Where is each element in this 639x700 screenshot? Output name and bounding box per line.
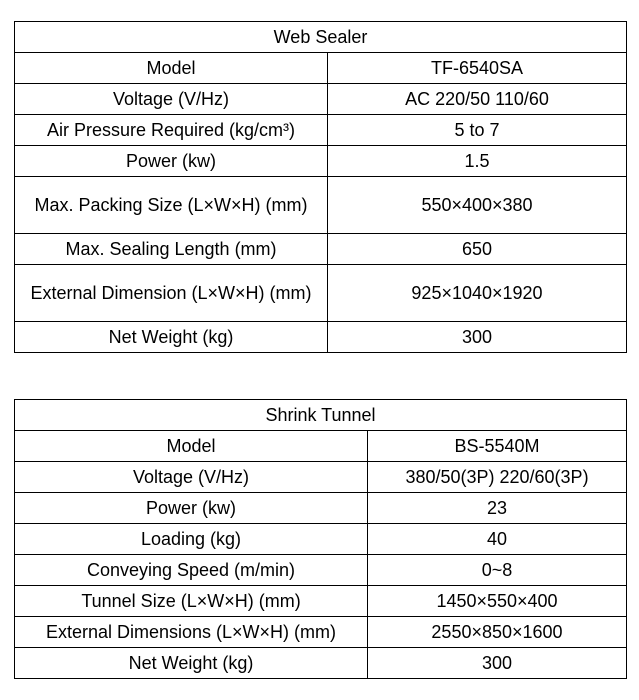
table-row xyxy=(15,617,627,648)
table-row xyxy=(15,648,627,679)
spec-value: AC 220/50 110/60 xyxy=(328,84,627,115)
table-row xyxy=(15,462,627,493)
table-row xyxy=(15,493,627,524)
spec-label: Voltage (V/Hz) xyxy=(15,462,368,493)
web-sealer-spec-table xyxy=(14,21,627,353)
spec-value: 925×1040×1920 xyxy=(328,265,627,322)
spec-label: Net Weight (kg) xyxy=(15,648,368,679)
spec-label: External Dimensions (L×W×H) (mm) xyxy=(15,617,368,648)
spec-label: Loading (kg) xyxy=(15,524,368,555)
spec-value: 5 to 7 xyxy=(328,115,627,146)
spec-label: Power (kw) xyxy=(15,146,328,177)
spec-value: 2550×850×1600 xyxy=(368,617,627,648)
spec-value: BS-5540M xyxy=(368,431,627,462)
spec-value: 1.5 xyxy=(328,146,627,177)
spec-value: 1450×550×400 xyxy=(368,586,627,617)
table-row xyxy=(15,265,627,322)
spec-value: 550×400×380 xyxy=(328,177,627,234)
table-row xyxy=(15,586,627,617)
table-row xyxy=(15,84,627,115)
spec-label: Max. Sealing Length (mm) xyxy=(15,234,328,265)
table-row xyxy=(15,555,627,586)
table-row xyxy=(15,322,627,353)
spec-label: Max. Packing Size (L×W×H) (mm) xyxy=(15,177,328,234)
shrink-tunnel-spec-table xyxy=(14,399,627,679)
spec-value: 650 xyxy=(328,234,627,265)
table-title-row xyxy=(15,22,627,53)
spec-value: 0~8 xyxy=(368,555,627,586)
spec-value: TF-6540SA xyxy=(328,53,627,84)
web-sealer-title: Web Sealer xyxy=(15,22,627,53)
table-row xyxy=(15,177,627,234)
spec-value: 300 xyxy=(368,648,627,679)
table-row xyxy=(15,146,627,177)
spec-label: Model xyxy=(15,431,368,462)
table-row xyxy=(15,524,627,555)
spec-value: 300 xyxy=(328,322,627,353)
spec-label: Conveying Speed (m/min) xyxy=(15,555,368,586)
spec-value: 380/50(3P) 220/60(3P) xyxy=(368,462,627,493)
spec-label: Tunnel Size (L×W×H) (mm) xyxy=(15,586,368,617)
shrink-tunnel-title: Shrink Tunnel xyxy=(15,400,627,431)
table-row xyxy=(15,115,627,146)
spec-label: Net Weight (kg) xyxy=(15,322,328,353)
table-row xyxy=(15,53,627,84)
spec-label: Model xyxy=(15,53,328,84)
table-row xyxy=(15,431,627,462)
spec-label: Air Pressure Required (kg/cm³) xyxy=(15,115,328,146)
spec-value: 40 xyxy=(368,524,627,555)
spec-label: Power (kw) xyxy=(15,493,368,524)
spec-value: 23 xyxy=(368,493,627,524)
spec-label: Voltage (V/Hz) xyxy=(15,84,328,115)
spec-label: External Dimension (L×W×H) (mm) xyxy=(15,265,328,322)
table-row xyxy=(15,234,627,265)
table-title-row xyxy=(15,400,627,431)
